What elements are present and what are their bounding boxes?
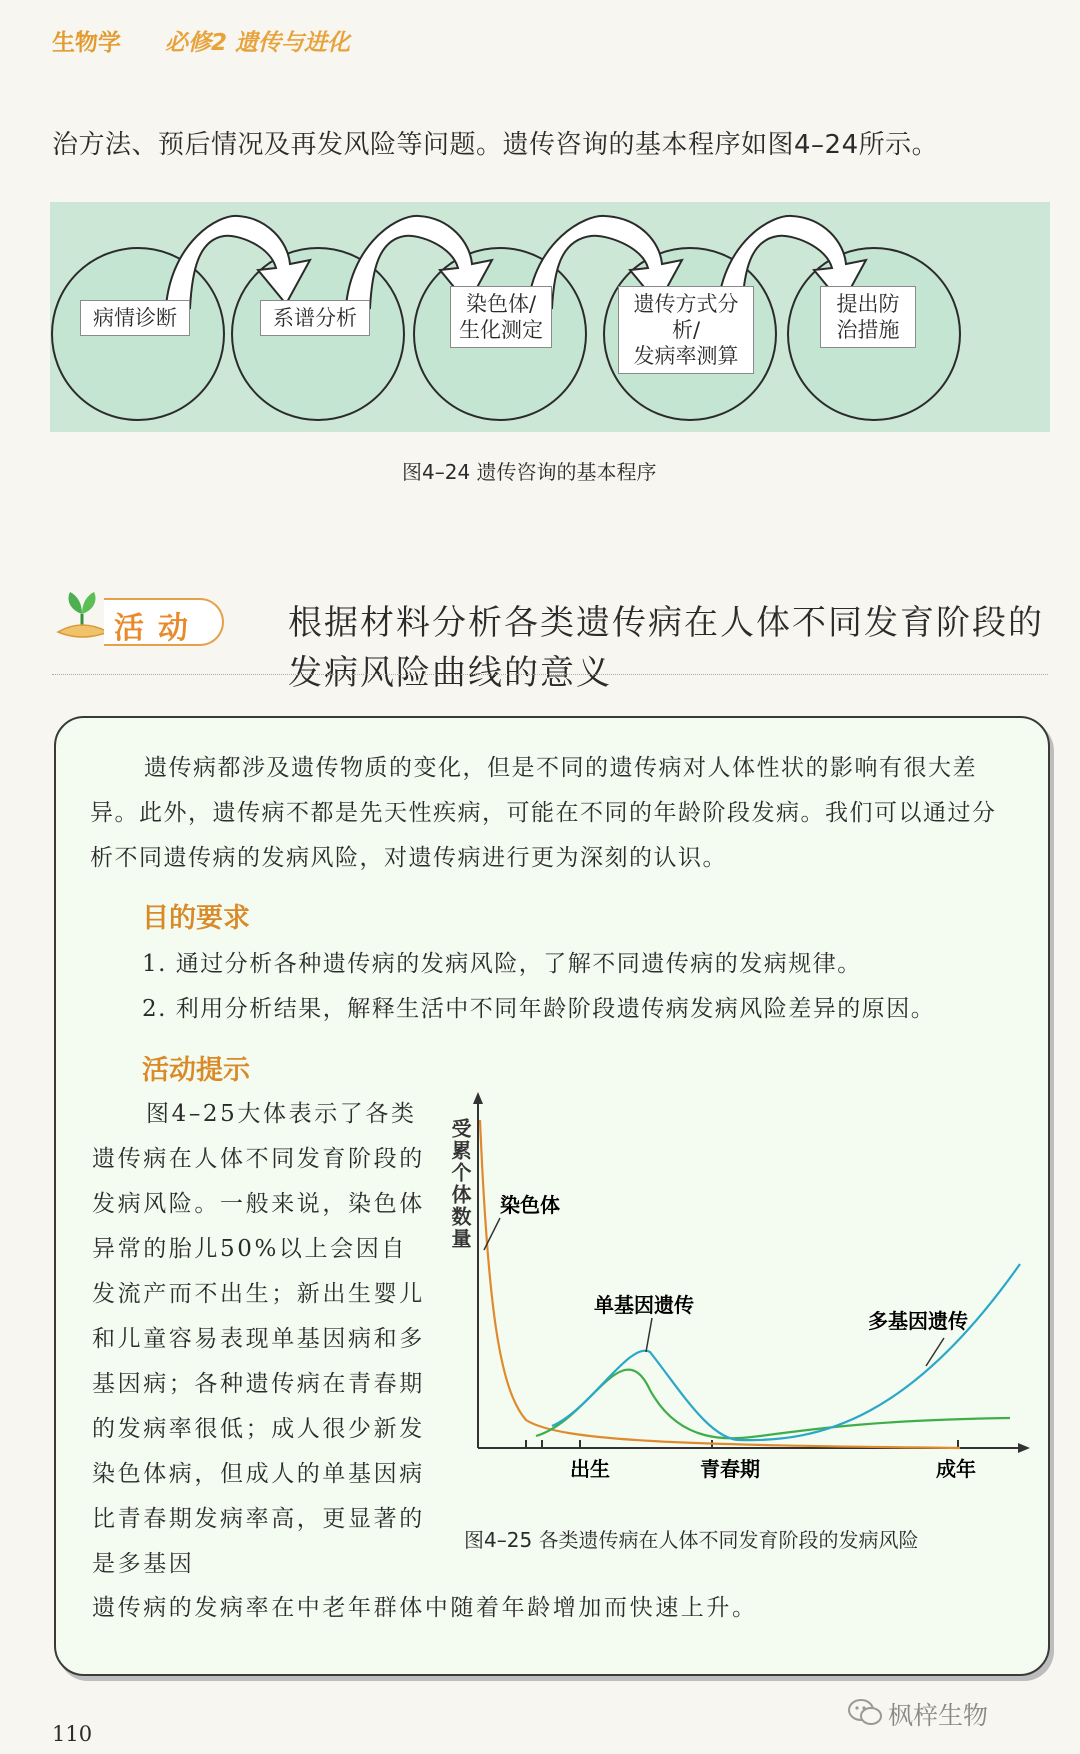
wechat-icon [848,1698,882,1726]
activity-badge [52,580,222,650]
header-course: 必修2 遗传与进化 [165,30,351,56]
goals-heading: 目的要求 [142,903,250,934]
activity-badge-label: 活动 [114,611,202,646]
watermark: 枫梓生物 [888,1701,989,1730]
series-label-multigene: 多基因遗传 [868,1309,968,1333]
series-label-single-gene: 单基因遗传 [594,1293,694,1317]
x-tick-label-puberty: 青春期 [700,1457,760,1480]
lead-paragraph: 治方法、预后情况及再发风险等问题。遗传咨询的基本程序如图4–24所示。 [52,130,939,160]
header-subject: 生物学 [52,30,121,56]
leader-single-gene [646,1318,652,1352]
flow-step-diagnosis: 病情诊断 [80,300,190,336]
activity-title: 根据材料分析各类遗传病在人体不同发育阶段的发病风险曲线的意义 [288,603,1044,693]
series-label-chromosome: 染色体 [500,1193,560,1217]
hints-tail-text: 遗传病的发病率在中老年群体中随着年龄增加而快速上升。 [92,1595,758,1621]
flow-step-prevention: 提出防 治措施 [820,286,916,348]
figure-4-24-caption: 图4–24 遗传咨询的基本程序 [402,460,657,484]
sprout-icon [52,580,112,650]
page-number: 110 [52,1722,93,1746]
y-axis-arrowhead [473,1092,483,1104]
x-tick-label-adulthood: 成年 [936,1457,976,1480]
x-tick-label-birth: 出生 [570,1457,610,1480]
hints-heading: 活动提示 [142,1055,250,1086]
flow-step-chromosome-test: 染色体/ 生化测定 [450,286,552,348]
y-axis-label: 受累个体数量 [448,1118,472,1250]
activity-intro: 遗传病都涉及遗传物质的变化，但是不同的遗传病对人体性状的影响有很大差异。此外，遗传病不都是先天性疾病，可能在不同的年龄阶段发病。我们可以通过分析不同遗传病的发病风险，对遗传病进行更为深刻的认识。 [90,755,997,871]
hints-side-text: 图4–25大体表示了各类遗传病在人体不同发育阶段的发病风险。一般来说，染色体异常的胎儿50%以上会因自发流产而不出生；新出生婴儿和儿童容易表现单基因病和多基因病；各种遗传病在青春期的发病率很低；成人很少新发染色体病，但成人的单基因病比青春期发病率高，更显著的是多基因 [92,1101,425,1577]
activity-badge-pill [104,598,224,646]
goal-item-2: 2. 利用分析结果，解释生活中不同年龄阶段遗传病发病风险差异的原因。 [142,996,936,1022]
risk-chart [440,1090,1040,1480]
flow-step-inheritance-analysis: 遗传方式分析/ 发病率测算 [618,286,754,374]
risk-chart-svg [440,1090,1040,1480]
figure-4-25-caption: 图4–25 各类遗传病在人体不同发育阶段的发病风险 [464,1528,919,1552]
goal-item-1: 1. 通过分析各种遗传病的发病风险，了解不同遗传病的发病规律。 [142,951,862,977]
series-line-multigene [552,1264,1020,1440]
flow-diagram [50,202,1050,432]
flow-arrow [166,216,310,308]
title-divider [52,674,1048,675]
flow-step-pedigree: 系谱分析 [260,300,370,336]
running-header [52,24,350,57]
x-axis-arrowhead [1018,1443,1030,1453]
